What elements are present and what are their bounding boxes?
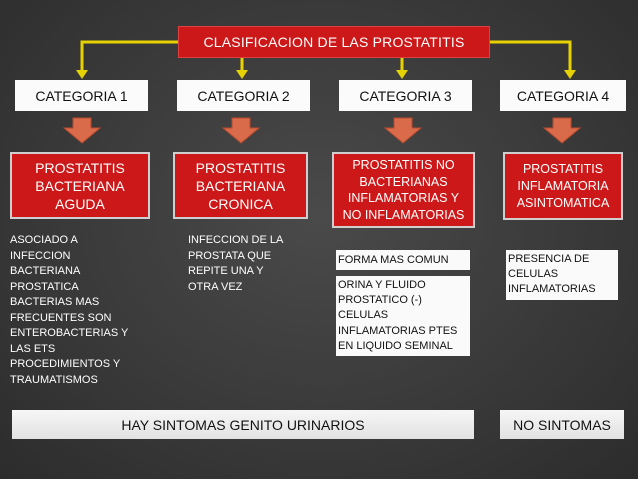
category-2-type: PROSTATITIS BACTERIANA CRONICA bbox=[195, 159, 286, 212]
connector-head-cat4 bbox=[564, 70, 576, 79]
connector-head-cat3 bbox=[396, 70, 408, 79]
category-3-type: PROSTATITIS NO BACTERIANAS INFLAMATORIAS Y NO INFLAMATORIAS bbox=[342, 158, 465, 222]
category-2-type-box bbox=[173, 152, 308, 219]
category-4-header: CATEGORIA 4 bbox=[500, 80, 626, 111]
connector-head-cat2 bbox=[236, 70, 248, 79]
category-1-header: CATEGORIA 1 bbox=[15, 80, 148, 111]
symptoms-box: HAY SINTOMAS GENITO URINARIOS bbox=[12, 410, 474, 439]
category-2-header: CATEGORIA 2 bbox=[177, 80, 310, 111]
category-3-type-box bbox=[332, 152, 475, 228]
connector-head-cat1 bbox=[76, 70, 88, 79]
category-3-description-b: ORINA Y FLUIDO PROSTATICO (-) CELULAS INFLAMATORIAS PTES EN LIQUIDO SEMINAL bbox=[336, 276, 470, 356]
down-arrow-icon bbox=[223, 118, 259, 143]
category-4-type: PROSTATITIS INFLAMATORIA ASINTOMATICA bbox=[516, 161, 610, 210]
connector-cat1 bbox=[82, 42, 178, 72]
category-3-header: CATEGORIA 3 bbox=[339, 80, 472, 111]
category-2-description: INFECCION DE LA PROSTATA QUE REPITE UNA Y OTRA VEZ bbox=[188, 234, 284, 293]
category-4-type-box bbox=[503, 152, 623, 220]
diagram-title: CLASIFICACION DE LAS PROSTATITIS bbox=[178, 26, 490, 58]
down-arrow-icon bbox=[385, 118, 421, 143]
category-1-type: PROSTATITIS BACTERIANA AGUDA bbox=[35, 159, 125, 212]
down-arrow-icon bbox=[64, 118, 100, 143]
category-4-description: PRESENCIA DE CELULAS INFLAMATORIAS bbox=[506, 250, 618, 300]
category-1-type-box bbox=[10, 152, 150, 219]
down-arrow-icon bbox=[544, 118, 580, 143]
connector-cat4 bbox=[490, 42, 570, 72]
category-3-description-a: FORMA MAS COMUN bbox=[336, 250, 470, 270]
no-symptoms-box: NO SINTOMAS bbox=[500, 410, 624, 439]
category-1-description: ASOCIADO A INFECCION BACTERIANA PROSTATICA BACTERIAS MAS FRECUENTES SON ENTEROBACTERIAS Y LAS ETS PROCEDIMIENTOS Y TRAUMATISMOS bbox=[10, 234, 129, 386]
